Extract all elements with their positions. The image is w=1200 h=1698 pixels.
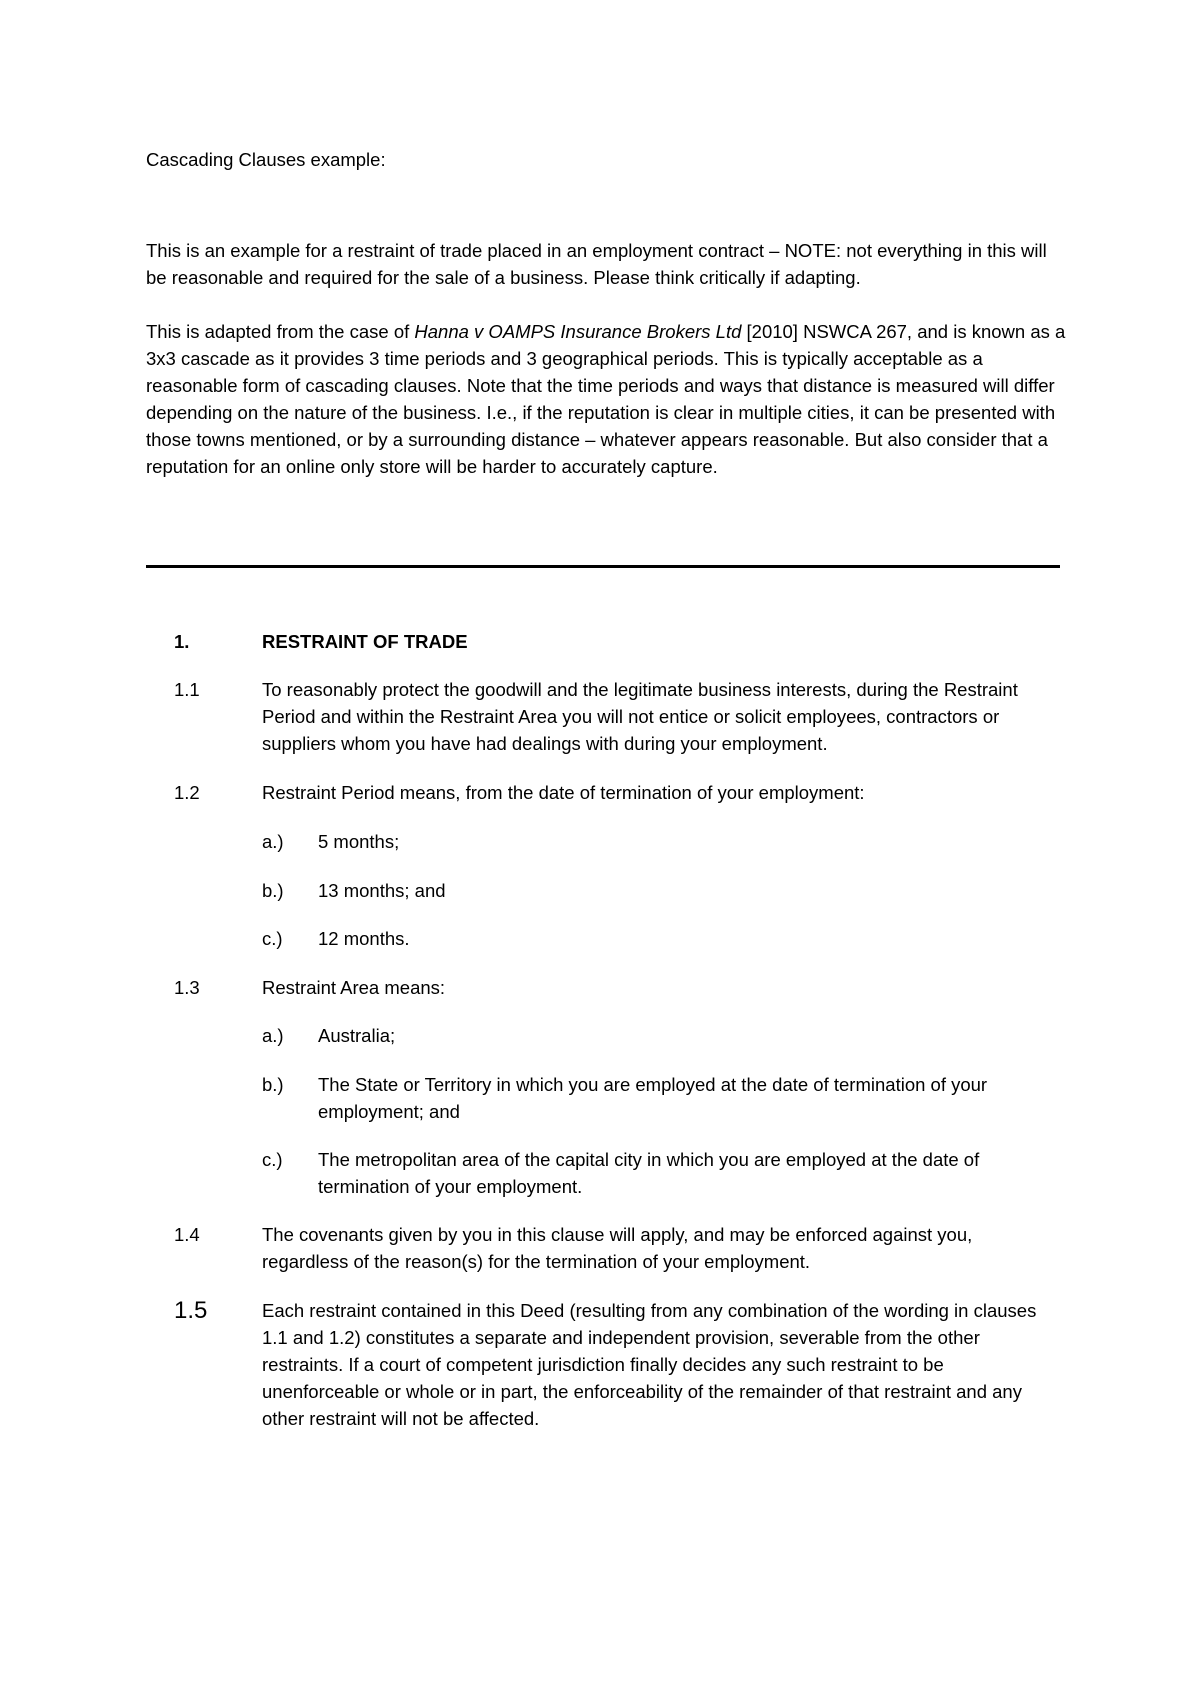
sub-item-text: 12 months. [318, 928, 410, 949]
horizontal-divider [146, 565, 1060, 568]
item-text: Restraint Area means: [262, 977, 446, 998]
item-text: To reasonably protect the goodwill and the legitimate business interests, during the Restraint Period and within the Restraint Area you will not entice or solicit employees, contractors or suppliers whom you have had dealings with during your employment. [262, 679, 1018, 754]
adapted-prefix: This is adapted from the case of [146, 321, 415, 342]
item-number: 1.2 [174, 782, 200, 803]
item-text: The covenants given by you in this clause will apply, and may be enforced against you, regardless of the reason(s) for the termination of your employment. [262, 1224, 973, 1272]
adapted-paragraph [146, 318, 1066, 480]
intro-paragraph: This is an example for a restraint of trade placed in an employment contract – NOTE: not everything in this will be reasonable and required for the sale of a business. Please think critically if adapting. [146, 240, 1047, 288]
clause-number: 1. [174, 631, 190, 652]
item-number: 1.3 [174, 977, 200, 998]
sub-item-text: 5 months; [318, 831, 400, 852]
sub-item-label: b.) [262, 880, 284, 901]
item-text: Restraint Period means, from the date of termination of your employment: [262, 782, 865, 803]
sub-item-text: 13 months; and [318, 880, 446, 901]
sub-item-label: a.) [262, 831, 284, 852]
sub-item-text: Australia; [318, 1025, 396, 1046]
sub-item-label: c.) [262, 928, 283, 949]
sub-item-label: b.) [262, 1074, 284, 1095]
item-number: 1.1 [174, 679, 200, 700]
sub-item-text: The State or Territory in which you are employed at the date of termination of your employment; and [318, 1074, 988, 1122]
sub-item-text: The metropolitan area of the capital city in which you are employed at the date of termination of your employment. [318, 1149, 980, 1197]
sub-item-label: c.) [262, 1149, 283, 1170]
item-number: 1.4 [174, 1224, 200, 1245]
case-citation: Hanna v OAMPS Insurance Brokers Ltd [414, 321, 742, 342]
item-text: Each restraint contained in this Deed (resulting from any combination of the wording in clauses 1.1 and 1.2) constitutes a separate and independent provision, severable from the other restraints. If a court of competent jurisdiction finally decides any such restraint to be unenforceable or whole or in part, the enforceability of the remainder of that restraint and any other restraint will not be affected. [262, 1300, 1037, 1429]
clause-heading: RESTRAINT OF TRADE [262, 631, 468, 652]
item-number: 1.5 [174, 1297, 208, 1324]
document-title: Cascading Clauses example: [146, 149, 386, 170]
adapted-suffix: [2010] NSWCA 267, and is known as a 3x3 cascade as it provides 3 time periods and 3 geographical periods. This is typically acceptable as a reasonable form of cascading clauses. Note that the time periods and ways that distance is measured will differ depending on the nature of the business. I.e., if the reputation is clear in multiple cities, it can be presented with those towns mentioned, or by a surrounding distance – whatever appears reasonable. But also consider that a reputation for an online only store will be harder to accurately capture. [146, 321, 1066, 477]
sub-item-label: a.) [262, 1025, 284, 1046]
